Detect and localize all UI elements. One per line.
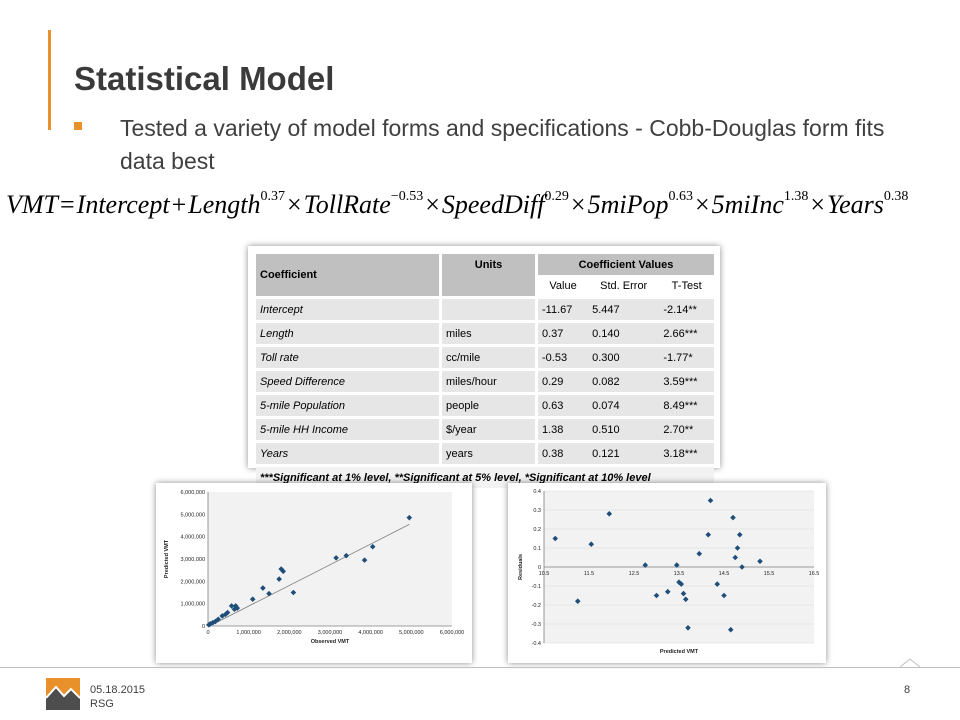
- x-tick-label: 1,000,000: [236, 630, 261, 636]
- std-error-cell: 0.121: [588, 442, 659, 466]
- std-error-cell: 0.510: [588, 418, 659, 442]
- std-error-cell: 0.140: [588, 322, 659, 346]
- equation-operator: ×: [286, 190, 302, 219]
- equation-operator: ×: [694, 190, 710, 219]
- x-tick-label: 14.5: [718, 571, 730, 577]
- value-cell: 1.38: [537, 418, 589, 442]
- std-error-cell: 0.300: [588, 346, 659, 370]
- subheader-std-error: Std. Error: [588, 275, 659, 298]
- std-error-cell: 5.447: [588, 298, 659, 322]
- equation-operator: +: [171, 190, 187, 219]
- coefficient-name-cell: Speed Difference: [256, 370, 441, 394]
- plot-area: [208, 492, 452, 626]
- t-test-cell: 3.59***: [659, 370, 714, 394]
- x-tick-label: 2,000,000: [277, 630, 302, 636]
- table-row: [256, 322, 714, 346]
- coefficient-table-image: [248, 246, 720, 484]
- x-tick-label: 5,000,000: [399, 630, 424, 636]
- y-tick-label: 0: [537, 565, 541, 571]
- observed-vs-predicted-chart: [156, 483, 472, 663]
- t-test-cell: 8.49***: [659, 394, 714, 418]
- value-cell: 0.63: [537, 394, 589, 418]
- x-axis-label: Predicted VMT: [659, 649, 699, 655]
- header-units: Units: [441, 254, 537, 275]
- equation-exponent: 0.29: [544, 189, 569, 205]
- units-cell: $/year: [441, 418, 537, 442]
- y-tick-label: 2,000,000: [180, 579, 205, 586]
- x-axis-label: Observed VMT: [310, 639, 350, 645]
- t-test-cell: -1.77*: [659, 346, 714, 370]
- table-footnote: ***Significant at 1% level, **Significant at 5% level, *Significant at 10% level: [256, 466, 714, 489]
- footer-date: 05.18.2015: [90, 684, 146, 696]
- value-cell: 0.38: [537, 442, 589, 466]
- t-test-cell: -2.14**: [659, 298, 714, 322]
- chart-svg-observed-vs-predicted: [156, 483, 472, 663]
- equation-operator: =: [60, 190, 75, 219]
- x-tick-label: 0: [206, 630, 210, 636]
- equation-term: Length: [188, 190, 261, 219]
- std-error-cell: 0.082: [588, 370, 659, 394]
- header-units-blank: [441, 275, 537, 298]
- y-tick-label: 0.4: [533, 489, 541, 495]
- footer-divider: [0, 667, 960, 668]
- y-tick-label: -0.2: [531, 603, 541, 609]
- equation-operator: ×: [810, 190, 826, 219]
- equation-term: Years: [827, 190, 884, 219]
- equation-exponent: 0.63: [668, 189, 693, 205]
- t-test-cell: 2.70**: [659, 418, 714, 442]
- t-test-cell: 2.66***: [659, 322, 714, 346]
- y-tick-label: 3,000,000: [180, 557, 205, 563]
- footer-org: RSG: [90, 698, 114, 710]
- equation-term: TollRate: [303, 190, 391, 219]
- coefficient-name-cell: Toll rate: [256, 346, 441, 370]
- footer-notch: [900, 658, 920, 668]
- y-tick-label: 5,000,000: [180, 512, 205, 519]
- equation-lhs: VMT: [6, 190, 58, 219]
- units-cell: cc/mile: [441, 346, 537, 370]
- units-cell: people: [441, 394, 537, 418]
- std-error-cell: 0.074: [588, 394, 659, 418]
- units-cell: [441, 298, 537, 322]
- page-number: 8: [904, 684, 911, 696]
- y-axis-label: Predicted VMT: [164, 539, 170, 579]
- table-row: [256, 346, 714, 370]
- table-row: [256, 298, 714, 322]
- coefficient-name-cell: Intercept: [256, 298, 441, 322]
- title-accent-bar: [48, 30, 51, 130]
- y-tick-label: -0.3: [531, 622, 541, 628]
- slide-title: Statistical Model: [74, 60, 335, 97]
- y-tick-label: 1,000,000: [180, 601, 205, 608]
- x-tick-label: 6,000,000: [439, 630, 465, 636]
- x-tick-label: 11.5: [583, 571, 595, 577]
- y-tick-label: 6,000,000: [180, 490, 205, 496]
- subheader-t-test: T-Test: [659, 275, 714, 298]
- equation-term: 5miPop: [587, 190, 669, 219]
- y-tick-label: 0: [201, 624, 205, 630]
- model-equation: [6, 190, 958, 220]
- x-tick-label: 13.5: [673, 571, 685, 577]
- equation-term: SpeedDiff: [441, 190, 545, 219]
- coefficient-name-cell: Years: [256, 442, 441, 466]
- equation-exponent: 0.37: [260, 189, 285, 205]
- y-tick-label: 4,000,000: [180, 534, 205, 541]
- header-coefficient: Coefficient: [256, 254, 441, 298]
- equation-term: 5miInc: [711, 190, 784, 219]
- value-cell: -0.53: [537, 346, 589, 370]
- coefficient-name-cell: 5-mile HH Income: [256, 418, 441, 442]
- square-bullet-icon: [74, 122, 82, 130]
- y-tick-label: -0.1: [531, 584, 541, 590]
- coefficient-name-cell: 5-mile Population: [256, 394, 441, 418]
- residuals-chart: [508, 483, 826, 663]
- units-cell: miles: [441, 322, 537, 346]
- subheader-value: Value: [537, 275, 589, 298]
- table-row: [256, 394, 714, 418]
- units-cell: years: [441, 442, 537, 466]
- y-axis-label: Residuals: [518, 554, 524, 580]
- y-tick-label: -0.4: [531, 641, 541, 647]
- header-coefficient-values: Coefficient Values: [537, 254, 715, 275]
- coefficient-table: [256, 254, 714, 488]
- y-tick-label: 0.2: [533, 527, 541, 533]
- x-tick-label: 3,000,000: [317, 630, 343, 636]
- value-cell: 0.29: [537, 370, 589, 394]
- x-tick-label: 4,000,000: [358, 630, 383, 636]
- equation-operator: ×: [425, 190, 440, 219]
- value-cell: -11.67: [537, 298, 589, 322]
- equation-exponent: 1.38: [783, 189, 809, 205]
- t-test-cell: 3.18***: [659, 442, 714, 466]
- y-tick-label: 0.1: [533, 546, 541, 552]
- x-tick-label: 10.5: [538, 571, 550, 577]
- equation-term: Intercept: [76, 190, 170, 219]
- rsg-logo: [46, 678, 80, 710]
- table-row: [256, 370, 714, 394]
- table-row: [256, 442, 714, 466]
- x-tick-label: 16.5: [808, 571, 820, 577]
- value-cell: 0.37: [537, 322, 589, 346]
- x-tick-label: 15.5: [763, 571, 775, 577]
- units-cell: miles/hour: [441, 370, 537, 394]
- x-tick-label: 12.5: [628, 571, 640, 577]
- chart-svg-residuals: [508, 483, 826, 663]
- bullet-text: Tested a variety of model forms and specifications - Cobb-Douglas form fits data best: [120, 115, 885, 174]
- equation-exponent: 0.38: [883, 189, 909, 205]
- y-tick-label: 0.3: [533, 508, 541, 514]
- equation-operator: ×: [570, 190, 586, 219]
- table-row: [256, 418, 714, 442]
- equation-exponent: −0.53: [390, 189, 424, 205]
- coefficient-name-cell: Length: [256, 322, 441, 346]
